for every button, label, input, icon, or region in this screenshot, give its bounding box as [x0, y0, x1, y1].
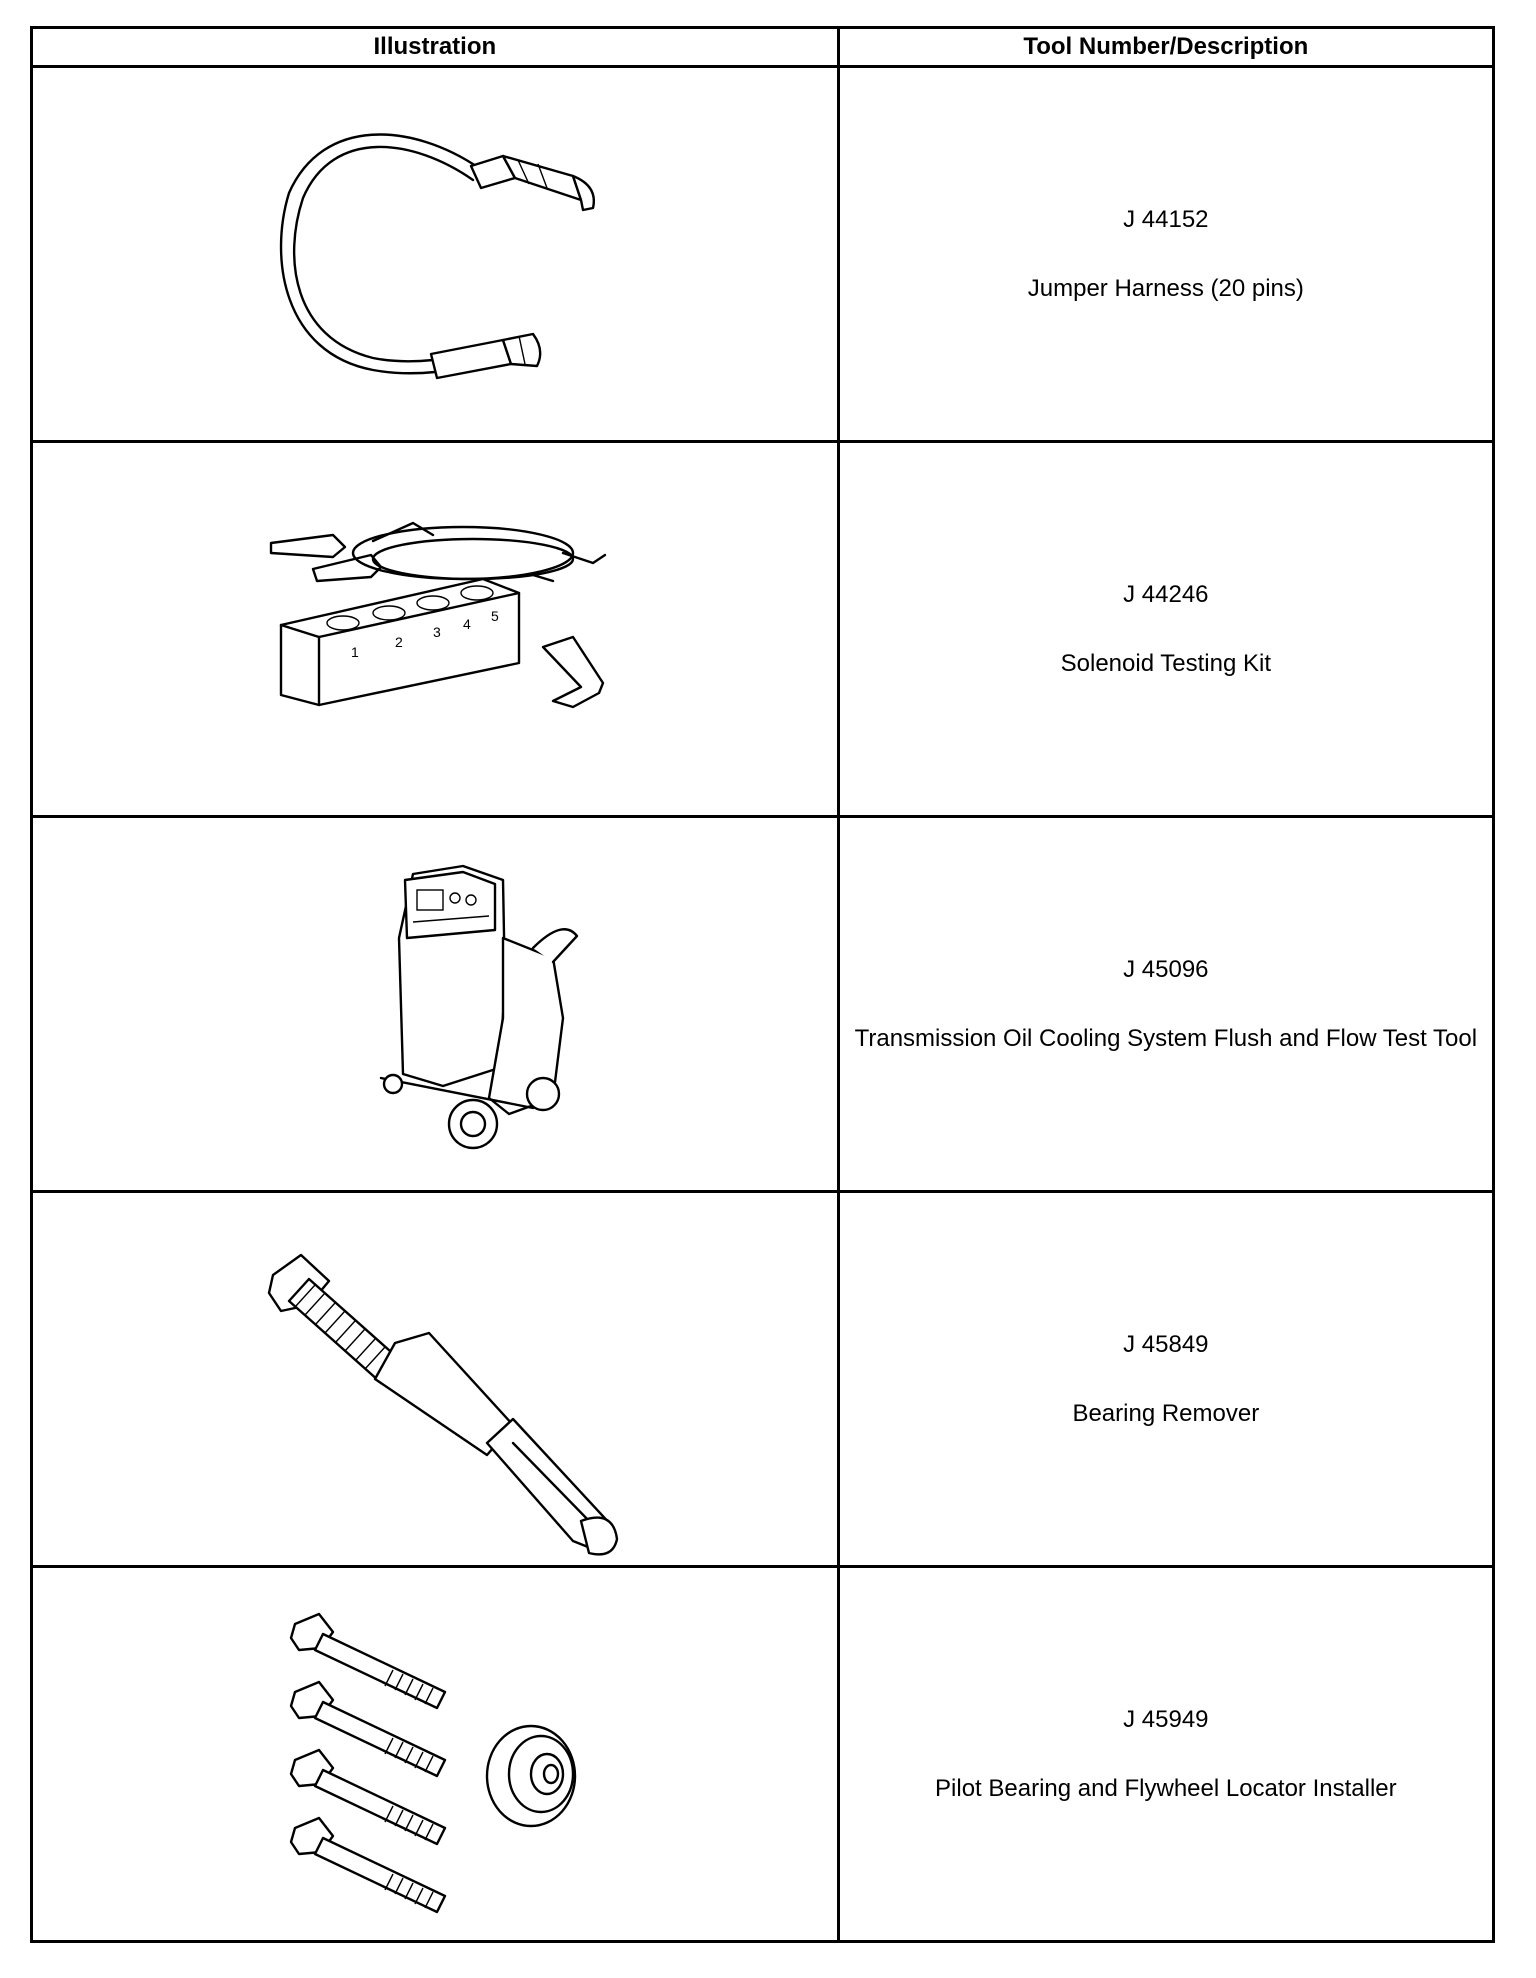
bolts-and-installer-icon [33, 1568, 838, 1940]
tool-number: J 44152 [1123, 206, 1209, 233]
tool-description: Solenoid Testing Kit [1060, 650, 1271, 677]
table-row [32, 1567, 1494, 1942]
table-row [32, 67, 1494, 442]
tool-description-cell [838, 67, 1493, 442]
special-tools-table [30, 26, 1495, 1943]
tool-description-cell [838, 442, 1493, 817]
illustration-cell [32, 442, 839, 817]
socket-label: 2 [395, 634, 403, 650]
header-tool-description: Tool Number/Description [838, 28, 1493, 67]
solenoid-testing-kit-icon [33, 443, 838, 815]
header-illustration: Illustration [32, 28, 839, 67]
installer-disc-icon [487, 1726, 575, 1826]
header-row [32, 28, 1494, 67]
tool-description-cell [838, 1192, 1493, 1567]
tool-description-cell [838, 817, 1493, 1192]
tool-description: Jumper Harness (20 pins) [1027, 275, 1304, 302]
jumper-harness-icon [33, 68, 838, 440]
socket-label: 4 [463, 616, 471, 632]
tool-description-cell [838, 1567, 1493, 1942]
bearing-remover-icon [33, 1193, 838, 1565]
illustration-cell [32, 67, 839, 442]
illustration-cell [32, 1567, 839, 1942]
tool-number: J 45849 [1123, 1331, 1209, 1358]
table-row [32, 442, 1494, 817]
socket-label: 3 [433, 624, 441, 640]
table-row [32, 817, 1494, 1192]
flush-flow-cart-icon [33, 818, 838, 1190]
socket-label: 1 [351, 644, 359, 660]
tool-number: J 45096 [1123, 956, 1209, 983]
illustration-cell [32, 817, 839, 1192]
socket-label: 5 [491, 608, 499, 624]
tool-description: Bearing Remover [1072, 1400, 1260, 1427]
tool-description: Pilot Bearing and Flywheel Locator Installer [935, 1775, 1397, 1802]
illustration-cell [32, 1192, 839, 1567]
tool-number: J 45949 [1123, 1706, 1209, 1733]
table-row [32, 1192, 1494, 1567]
tool-number: J 44246 [1123, 581, 1209, 608]
tool-description: Transmission Oil Cooling System Flush and Flow Test Tool [854, 1025, 1478, 1052]
